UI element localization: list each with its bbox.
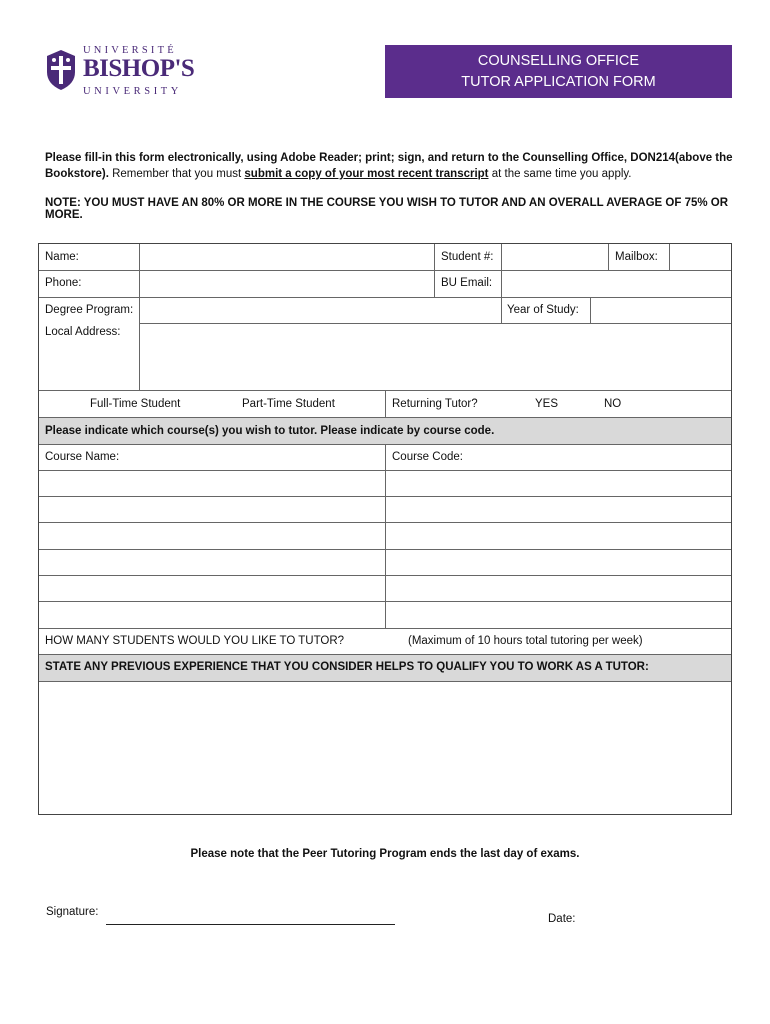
date-label: Date: [548, 913, 576, 925]
course-name-field[interactable] [40, 523, 384, 548]
instructions-bold: Please fill-in this form electronically, using Adobe Reader; print; sign, and return to the Counselling Office, DON214(above the Bookstore). [45, 152, 733, 180]
crest-icon [43, 48, 79, 92]
course-code-field[interactable] [386, 550, 730, 575]
course-name-field[interactable] [40, 471, 384, 496]
student-number-field[interactable] [502, 245, 607, 270]
returning-no-option[interactable]: NO [604, 398, 622, 410]
name-field[interactable] [140, 245, 433, 270]
logo-bottom-text: UNIVERSITY [83, 86, 182, 97]
local-address-field[interactable] [140, 324, 730, 389]
logo-main-text: BISHOP'S [83, 55, 195, 82]
returning-tutor-label: Returning Tutor? [392, 398, 478, 410]
mailbox-field[interactable] [670, 245, 730, 270]
instructions [45, 150, 735, 182]
office-title: COUNSELLING OFFICE [477, 53, 640, 69]
name-label: Name: [45, 251, 79, 263]
local-address-label: Local Address: [45, 326, 121, 338]
bu-email-field[interactable] [502, 271, 730, 296]
degree-program-field[interactable] [140, 298, 500, 323]
transcript-requirement: submit a copy of your most recent transcript [244, 168, 489, 180]
degree-program-label: Degree Program: [45, 304, 134, 316]
year-of-study-label: Year of Study: [507, 304, 579, 316]
how-many-students-label: HOW MANY STUDENTS WOULD YOU LIKE TO TUTOR? [45, 635, 345, 647]
grade-requirement-note: NOTE: YOU MUST HAVE AN 80% OR MORE IN THE COURSE YOU WISH TO TUTOR AND AN OVERALL AVERAGE OF 75% OR MORE. [45, 197, 729, 221]
course-name-label: Course Name: [45, 451, 120, 463]
course-name-field[interactable] [40, 497, 384, 522]
mailbox-label: Mailbox: [615, 251, 658, 263]
course-code-field[interactable] [386, 471, 730, 496]
course-code-field[interactable] [386, 523, 730, 548]
phone-label: Phone: [45, 277, 82, 289]
course-instruction: Please indicate which course(s) you wish to tutor. Please indicate by course code. [45, 425, 495, 437]
logo-top-text: UNIVERSITÉ [83, 45, 177, 56]
course-name-field[interactable] [40, 602, 384, 627]
instructions-mid: Remember that you must [108, 168, 245, 180]
university-logo [43, 45, 203, 101]
course-code-field[interactable] [386, 576, 730, 601]
experience-label: STATE ANY PREVIOUS EXPERIENCE THAT YOU CONSIDER HELPS TO QUALIFY YOU TO WORK AS A TUTOR: [45, 661, 649, 673]
signature-label: Signature: [46, 906, 99, 918]
course-code-field[interactable] [386, 497, 730, 522]
phone-field[interactable] [140, 271, 433, 296]
bu-email-label: BU Email: [441, 277, 493, 289]
student-number-label: Student #: [441, 251, 494, 263]
part-time-option[interactable]: Part-Time Student [242, 398, 335, 410]
signature-line[interactable] [106, 924, 395, 925]
form-title-banner [385, 45, 732, 98]
course-code-field[interactable] [386, 602, 730, 627]
full-time-option[interactable]: Full-Time Student [90, 398, 181, 410]
course-name-field[interactable] [40, 550, 384, 575]
application-form-table [38, 243, 732, 815]
instructions-end: at the same time you apply. [488, 168, 632, 180]
year-of-study-field[interactable] [591, 298, 730, 323]
returning-yes-option[interactable]: YES [535, 398, 559, 410]
course-code-label: Course Code: [392, 451, 463, 463]
program-end-note: Please note that the Peer Tutoring Program ends the last day of exams. [190, 848, 580, 860]
course-name-field[interactable] [40, 576, 384, 601]
form-title: TUTOR APPLICATION FORM [461, 74, 656, 90]
max-hours-note: (Maximum of 10 hours total tutoring per week) [408, 635, 643, 647]
experience-field[interactable] [40, 682, 730, 814]
